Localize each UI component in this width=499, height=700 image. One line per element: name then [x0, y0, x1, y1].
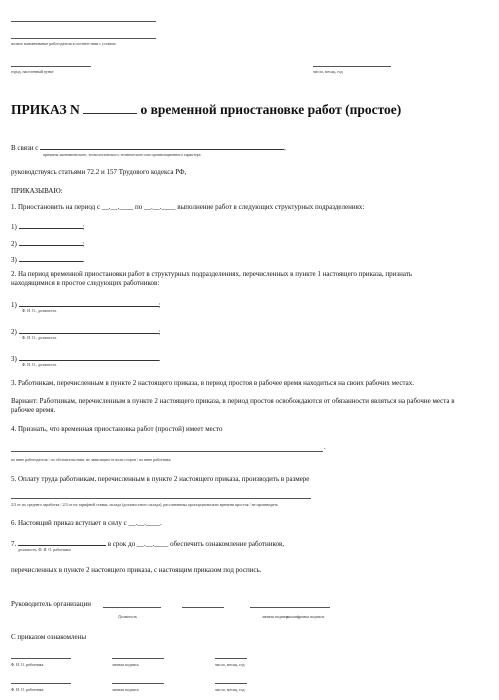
point-2-line-2: находящимися в простое следующих работников:	[11, 279, 160, 287]
date-line	[313, 66, 391, 67]
p2-item-3-blank	[19, 352, 159, 361]
org-name-line-2	[11, 38, 156, 39]
p2-item-1-blank	[19, 298, 159, 307]
reason-caption: причины экономического, технологического, технического или организационного характера	[43, 152, 201, 157]
p1-item-3-end: .	[82, 256, 85, 264]
p5-caption: 2/3 от их среднего заработка / 2/3 от их тарифной ставки, оклада (должностного оклада), рассчитанных пропорционально времени простоя / не производить	[11, 502, 278, 507]
head-position-line	[103, 607, 161, 608]
head-sign-line	[182, 607, 224, 608]
p7-continuation: перечисленных в пункте 2 настоящего приказа, с настоящим приказом под роспись.	[11, 566, 262, 574]
point-6: 6. Настоящий приказ вступает в силу с __.__.____.	[11, 519, 162, 527]
p2-item-2-num: 2)	[11, 328, 17, 336]
acq-2-date-line	[215, 683, 247, 684]
p2-item-3-num: 3)	[11, 355, 17, 363]
p1-item-2	[11, 237, 85, 249]
p2-item-2-end: ;	[158, 328, 161, 336]
p7-mid: в срок до __.__.____ обеспечить ознакомление работников,	[107, 540, 285, 548]
head-label: Руководитель организации	[11, 600, 91, 608]
acq-1-fio-line	[11, 658, 71, 659]
acq-2-fio-caption: Ф. И. О. работника	[11, 687, 44, 692]
point-4: 4. Признать, что временная приостановка работ (простой) имеет место	[11, 425, 223, 433]
p1-item-3-blank	[19, 253, 83, 262]
head-decode-caption: расшифровка подписи	[286, 614, 325, 619]
p2-item-2-blank	[19, 325, 159, 334]
reason-blank	[40, 141, 284, 150]
p1-item-1-num: 1)	[11, 223, 17, 231]
head-decode-line	[250, 607, 330, 608]
org-caption: полное наименование работодателя в соответствии с уставом	[11, 41, 116, 46]
p1-item-1-blank	[19, 220, 83, 229]
acq-1-date-line	[215, 658, 247, 659]
p4-blank	[11, 451, 323, 452]
title-prefix: ПРИКАЗ N	[11, 102, 80, 117]
p1-item-1-end: ;	[82, 223, 85, 231]
p1-item-3	[11, 253, 84, 265]
acq-1-date-caption: число, месяц, год	[215, 662, 245, 667]
page-title	[11, 101, 401, 118]
p2-item-3-end: .	[158, 355, 161, 363]
acquaint-label: С приказом ознакомлены	[11, 633, 87, 641]
variant-line-2: рабочее время.	[11, 406, 56, 414]
p2-item-1-caption: Ф. И. О., должность	[22, 308, 57, 313]
p1-item-1	[11, 220, 85, 232]
p7-position-blank	[18, 537, 106, 546]
p1-item-2-end: ;	[82, 240, 85, 248]
reason-lead: В связи с	[11, 144, 39, 152]
acq-2-sign-line	[112, 683, 164, 684]
p2-item-3-caption: Ф. И. О., должность	[22, 362, 57, 367]
org-name-line	[11, 21, 156, 22]
order-number-blank	[83, 101, 137, 114]
p1-item-2-blank	[19, 237, 83, 246]
point-1: 1. Приостановить на период с __.__.____ по __.__.____ выполнение работ в следующих структурных подразделениях:	[11, 203, 365, 211]
reason-end: ,	[284, 144, 286, 152]
point-3: 3. Работникам, перечисленным в пункте 2 настоящего приказа, в период простоя в рабочее время находиться на своих рабочих местах.	[11, 379, 414, 387]
acq-2-fio-line	[11, 683, 71, 684]
head-sign-caption: личная подпись	[262, 614, 289, 619]
title-suffix: о временной приостановке работ (простое)	[140, 102, 402, 117]
p1-item-2-num: 2)	[11, 240, 17, 248]
p5-blank	[11, 498, 311, 499]
city-line	[11, 66, 91, 67]
p7-lead: 7.	[11, 540, 17, 548]
p2-item-1-num: 1)	[11, 301, 17, 309]
point-5: 5. Оплату труда работникам, перечисленным в пункте 2 настоящего приказа, производить в размере	[11, 475, 310, 483]
p2-item-1-end: ;	[158, 301, 161, 309]
date-caption: число, месяц, год	[313, 69, 343, 74]
articles-text: руководствуясь статьями 72.2 и 157 Трудового кодекса РФ,	[11, 168, 187, 176]
acq-1-fio-caption: Ф. И. О. работника	[11, 662, 44, 667]
point-2-line-1: 2. На период временной приостановки работ в структурных подразделениях, перечисленных в пункте 1 настоящего приказа, признать	[11, 270, 413, 278]
city-caption: город, населенный пункт	[11, 69, 54, 74]
acq-2-sign-caption: личная подпись	[112, 687, 139, 692]
head-position-caption: Должность	[118, 614, 138, 619]
p4-end: .	[324, 443, 326, 451]
variant-line-1: Вариант: Работникам, перечисленным в пункте 2 настоящего приказа, в период простоя освобождаются от обязанности являться на рабочие места в	[11, 397, 455, 405]
p4-caption: по вине работодателя / по обстоятельствам, не зависящим от воли сторон / по вине работника	[11, 457, 171, 462]
p2-item-2-caption: Ф. И. О., должность	[22, 335, 57, 340]
order-word: ПРИКАЗЫВАЮ:	[11, 187, 63, 195]
acq-1-sign-line	[112, 658, 164, 659]
p7-caption: должность, Ф. И. О. работника	[18, 547, 71, 552]
acq-2-date-caption: число, месяц, год	[215, 687, 245, 692]
p1-item-3-num: 3)	[11, 256, 17, 264]
acq-1-sign-caption: личная подпись	[112, 662, 139, 667]
